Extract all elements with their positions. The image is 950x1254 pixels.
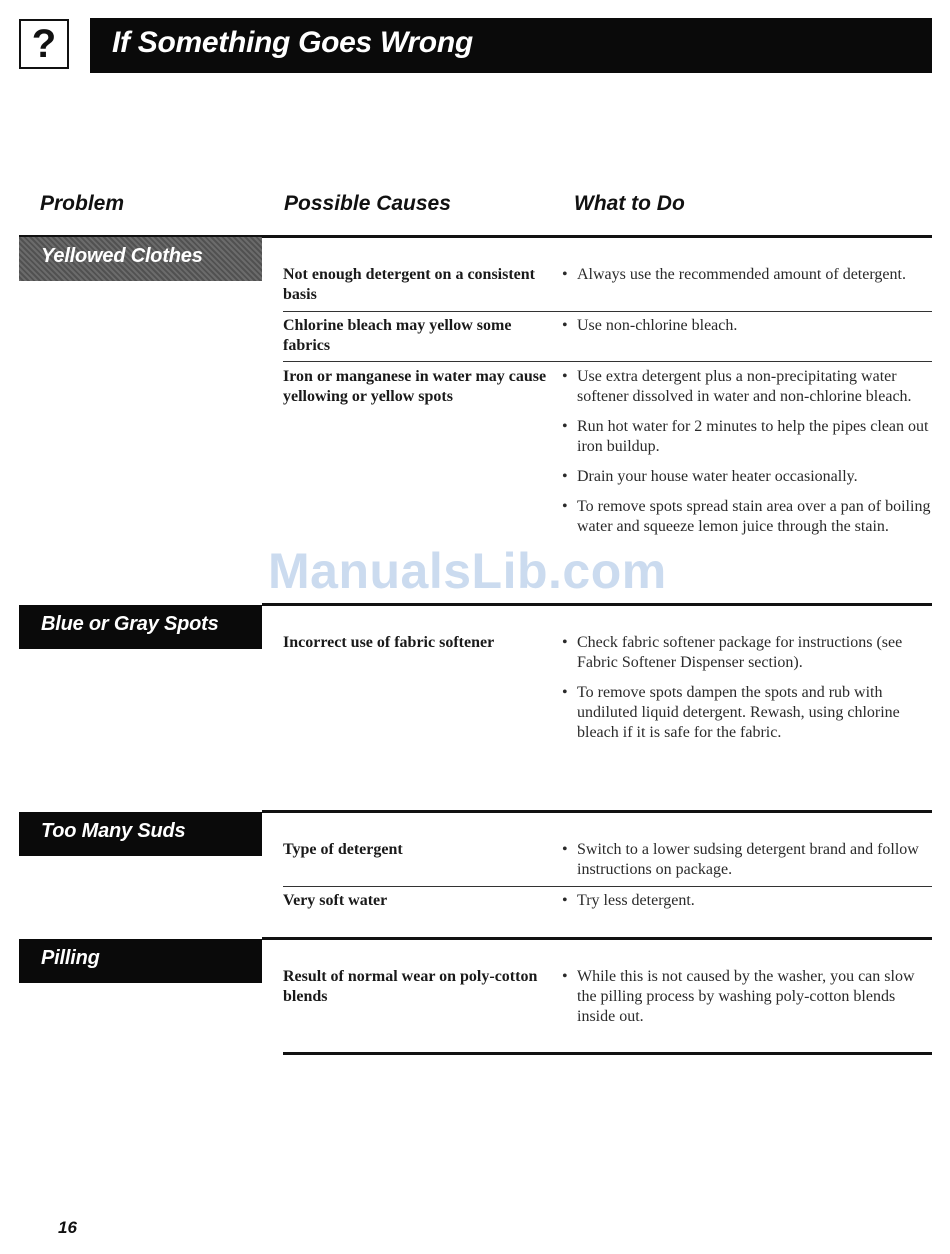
row-divider <box>283 311 932 312</box>
action-text: Check fabric softener package for instructions (see Fabric Softener Dispenser section). <box>577 634 903 671</box>
action-text: Run hot water for 2 minutes to help the pipes clean out iron buildup. <box>577 418 929 455</box>
action-list <box>562 633 932 753</box>
bullet-icon: • <box>562 317 568 334</box>
title-bar <box>90 18 932 73</box>
action-item <box>562 840 932 880</box>
watermark: ManualsLib.com <box>268 543 667 599</box>
section-divider <box>262 603 932 606</box>
action-list <box>562 967 932 1037</box>
action-text: Switch to a lower sudsing detergent brand and follow instructions on package. <box>577 841 919 878</box>
bullet-icon: • <box>562 498 568 515</box>
page-number: 16 <box>58 1218 77 1237</box>
cause-text: Result of normal wear on poly-cotton blends <box>283 968 538 1005</box>
action-list <box>562 891 932 921</box>
section-label-blue-or-gray-spots: Blue or Gray Spots <box>19 605 262 649</box>
action-text: Drain your house water heater occasionally. <box>577 468 858 485</box>
cause-text: Type of detergent <box>283 841 403 858</box>
action-item <box>562 417 932 457</box>
action-item <box>562 967 932 1027</box>
action-text: While this is not caused by the washer, you can slow the pilling process by washing poly-cotton blends inside out. <box>577 968 915 1025</box>
action-text: Use non-chlorine bleach. <box>577 317 738 334</box>
page-title: If Something Goes Wrong <box>112 26 473 59</box>
section-label-too-many-suds: Too Many Suds <box>19 812 262 856</box>
action-text: To remove spots dampen the spots and rub with undiluted liquid detergent. Rewash, using chlorine bleach if it is safe for the fabric. <box>577 684 900 741</box>
action-item <box>562 367 932 407</box>
action-text: Try less detergent. <box>577 892 695 909</box>
action-item <box>562 683 932 743</box>
section-divider <box>262 810 932 813</box>
row-divider <box>283 886 932 887</box>
action-text: To remove spots spread stain area over a pan of boiling water and squeeze lemon juice through the stain. <box>577 498 931 535</box>
bullet-icon: • <box>562 634 568 651</box>
row-divider <box>283 361 932 362</box>
action-item <box>562 497 932 537</box>
bullet-icon: • <box>562 892 568 909</box>
cause-text: Incorrect use of fabric softener <box>283 634 495 651</box>
cause-text: Iron or manganese in water may cause yellowing or yellow spots <box>283 368 547 405</box>
section-label-yellowed-clothes: Yellowed Clothes <box>19 237 262 281</box>
section-label-pilling: Pilling <box>19 939 262 983</box>
action-list <box>562 265 932 295</box>
action-item <box>562 891 932 911</box>
action-item <box>562 316 932 336</box>
cause-text: Not enough detergent on a consistent basis <box>283 266 535 303</box>
section-divider <box>262 937 932 940</box>
bullet-icon: • <box>562 368 568 385</box>
cause-text: Very soft water <box>283 892 388 909</box>
bullet-icon: • <box>562 684 568 701</box>
table-end-rule <box>283 1052 932 1055</box>
action-item <box>562 633 932 673</box>
action-list <box>562 367 932 547</box>
help-glyph: ? <box>31 22 57 66</box>
bullet-icon: • <box>562 841 568 858</box>
column-header-what-to-do: What to Do <box>574 192 685 215</box>
bullet-icon: • <box>562 266 568 283</box>
action-text: Use extra detergent plus a non-precipitating water softener dissolved in water and non-chlorine bleach. <box>577 368 912 405</box>
action-text: Always use the recommended amount of detergent. <box>577 266 906 283</box>
bullet-icon: • <box>562 418 568 435</box>
bullet-icon: • <box>562 468 568 485</box>
column-header-problem: Problem <box>40 192 125 215</box>
column-header-causes: Possible Causes <box>284 192 451 215</box>
bullet-icon: • <box>562 968 568 985</box>
action-list <box>562 316 932 346</box>
cause-text: Chlorine bleach may yellow some fabrics <box>283 317 512 354</box>
action-list <box>562 840 932 890</box>
action-item <box>562 467 932 487</box>
action-item <box>562 265 932 285</box>
help-question-icon <box>19 19 69 69</box>
